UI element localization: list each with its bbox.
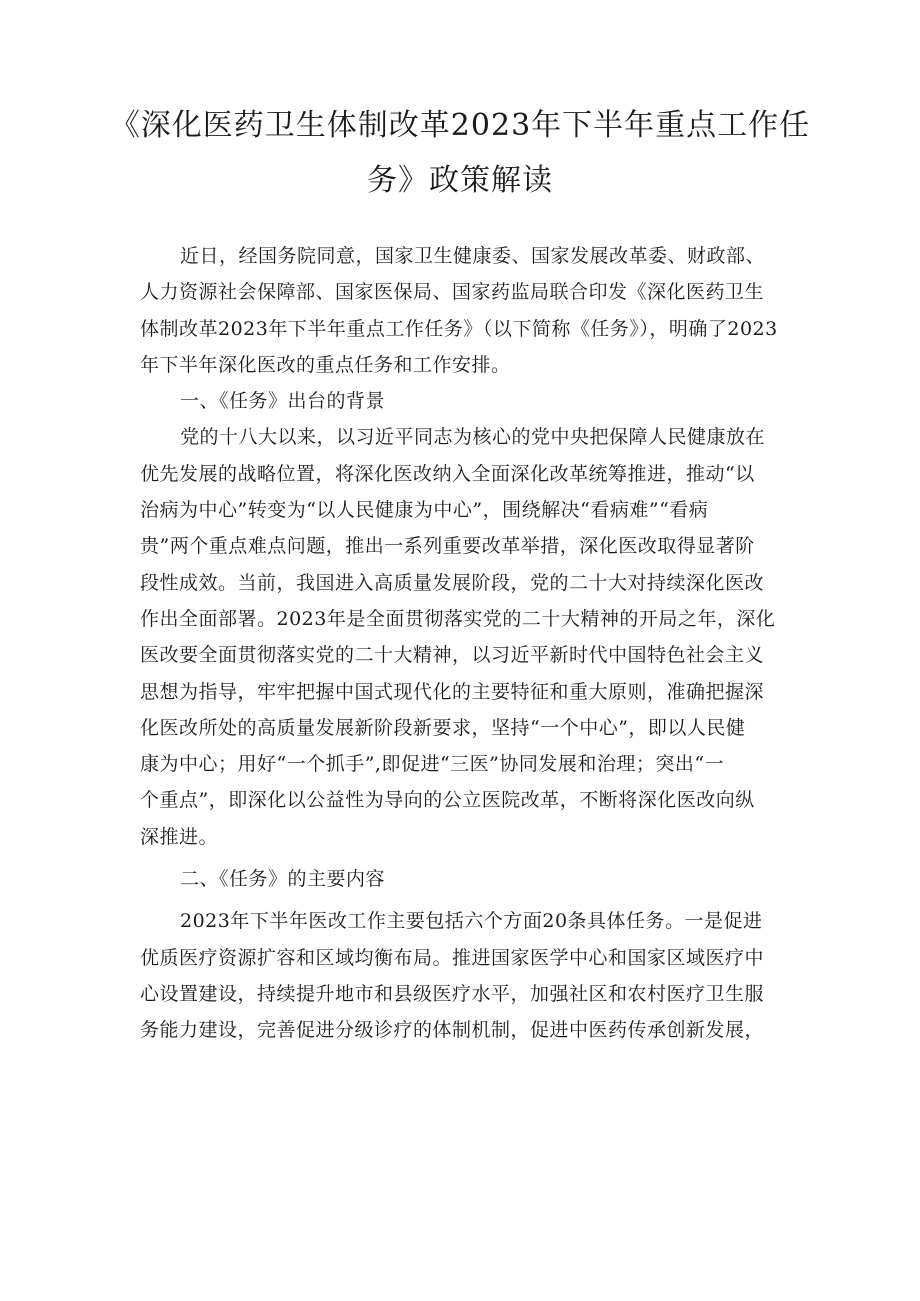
text-line: 化医改所处的高质量发展新阶段新要求，坚持“一个中心”，即以人民健 [140,716,746,739]
text-line: 党的十八大以来，以习近平同志为核心的党中央把保障人民健康放在 [180,426,766,449]
text-line: 优先发展的战略位置，将深化医改纳入全面深化改革统筹推进，推动“以 [140,462,755,485]
section-heading-background: 一、《任务》出台的背景 [180,390,386,413]
text-line: 2023年下半年医改工作主要包括六个方面20条具体任务。一是促进 [180,910,763,933]
paragraph-background [140,419,800,855]
document-body [140,238,800,1049]
text-line: 体制改革2023年下半年重点工作任务》（以下简称《任务》），明确了2023 [140,317,778,340]
text-line: 心设置建设，持续提升地市和县级医疗水平，加强社区和农村医疗卫生服 [140,982,765,1005]
section-heading-content: 二、《任务》的主要内容 [180,868,386,891]
paragraph-content [140,903,800,1048]
text-line: 年下半年深化医改的重点任务和工作安排。 [140,353,511,376]
text-line: 深推进。 [140,825,219,848]
text-line: 思想为指导，牢牢把握中国式现代化的主要特征和重大原则，准确把握深 [140,680,765,703]
text-line: 务能力建设，完善促进分级诊疗的体制机制，促进中医药传承创新发展， [140,1019,765,1042]
text-line: 段性成效。当前，我国进入高质量发展阶段，党的二十大对持续深化医改 [140,571,765,594]
text-line: 作出全面部署。2023年是全面贯彻落实党的二十大精神的开局之年，深化 [140,607,776,630]
text-line: 治病为中心”转变为“以人民健康为中心”，围绕解决“看病难”“看病 [140,499,709,522]
document-title-line-1: 《深化医药卫生体制改革2023年下半年重点工作任 [109,108,811,143]
text-line: 优质医疗资源扩容和区域均衡布局。推进国家医学中心和国家区域医疗中 [140,946,765,969]
text-line: 个重点”，即深化以公益性为导向的公立医院改革，不断将深化医改向纵 [140,789,755,812]
text-line: 贵”两个重点难点问题，推出一系列重要改革举措，深化医改取得显著阶 [140,535,755,558]
document-title-line-2: 务》政策解读 [367,163,553,198]
text-line: 医改要全面贯彻落实党的二十大精神，以习近平新时代中国特色社会主义 [140,644,765,667]
text-line: 康为中心；用好“一个抓手”,即促进“三医”协同发展和治理；突出“一 [140,753,725,776]
text-line: 人力资源社会保障部、国家医保局、国家药监局联合印发《深化医药卫生 [140,281,765,304]
text-line: 近日，经国务院同意，国家卫生健康委、国家发展改革委、财政部、 [180,245,766,267]
paragraph-intro [140,238,800,383]
